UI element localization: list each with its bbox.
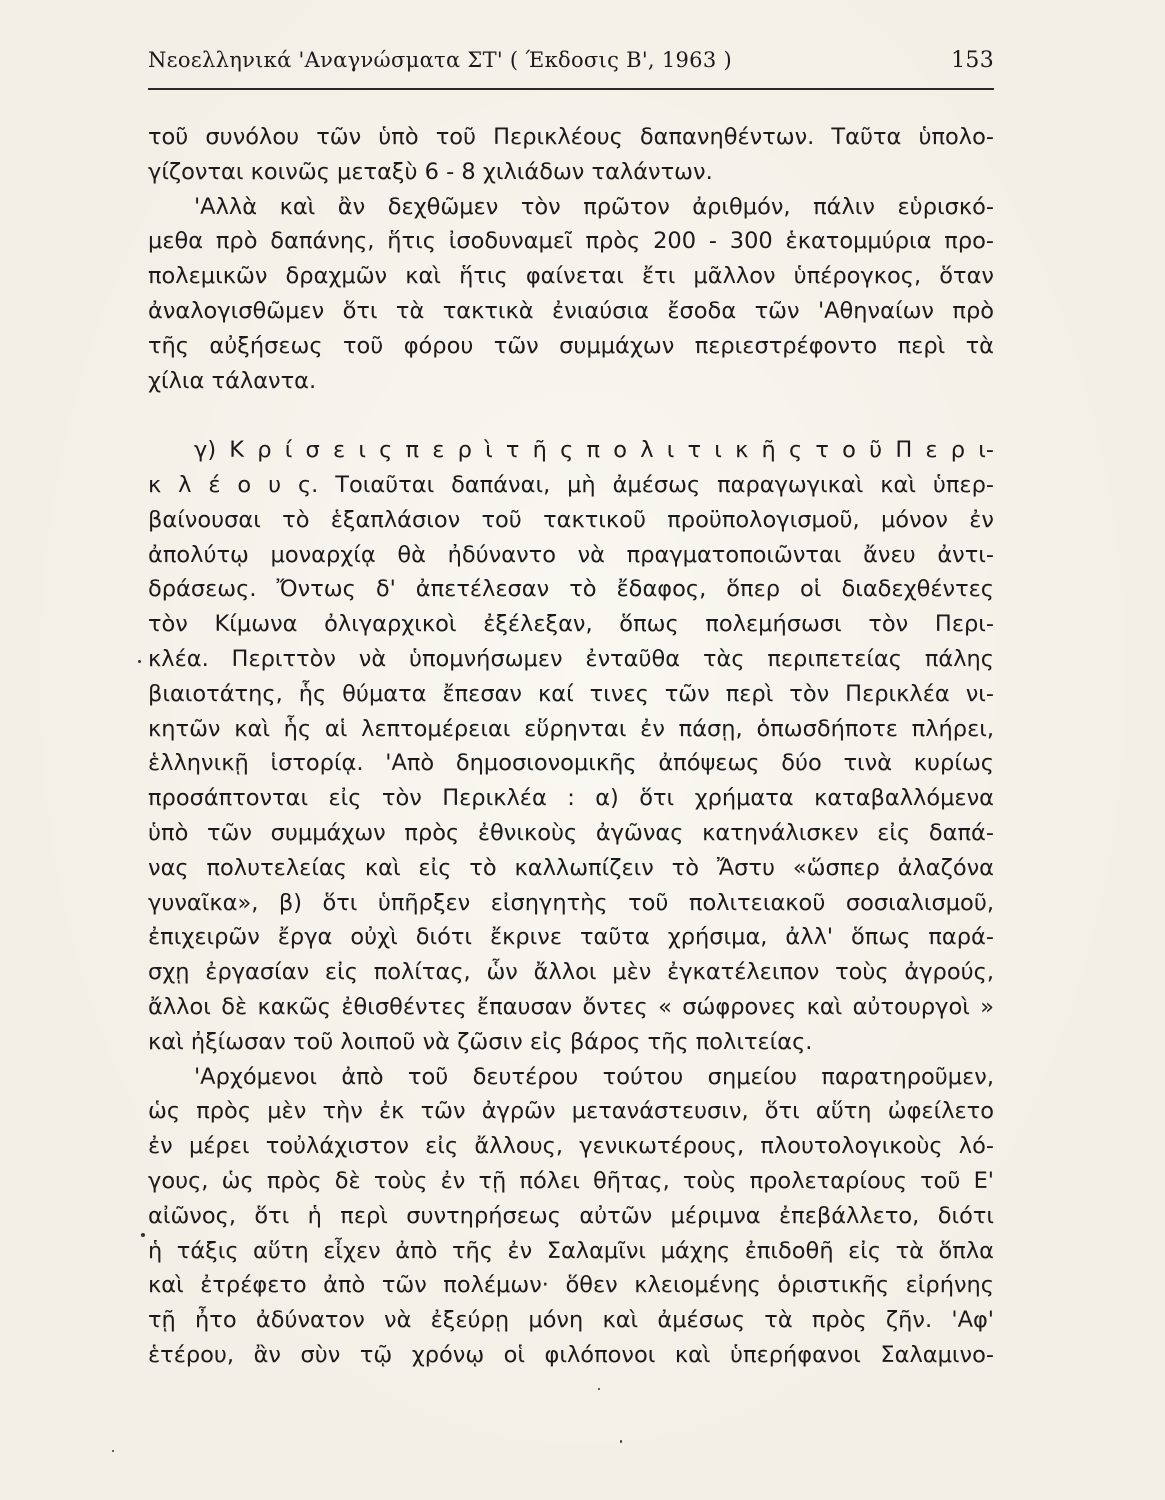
- text-line: 'Αρχόμενοι ἀπὸ τοῦ δευτέρου τούτου σημείου παρατηροῦμεν,: [194, 1063, 994, 1090]
- text-line: γίζονται κοινῶς μεταξὺ 6 - 8 χιλιάδων ταλάντων.: [148, 158, 713, 185]
- text-line: ἄλλοι δὲ κακῶς ἐθισθέντες ἔπαυσαν ὄντες « σώφρονες καὶ αὐτουργοὶ »: [148, 993, 994, 1020]
- text-line: γους, ὡς πρὸς δὲ τοὺς ἐν τῇ πόλει θῆτας, τοὺς προλεταρίους τοῦ Ε': [148, 1167, 994, 1194]
- text-line: ἑτέρου, ἂν σὺν τῷ χρόνῳ οἱ φιλόπονοι καὶ ὑπερήφανοι Σαλαμινο-: [148, 1341, 994, 1368]
- text-line: προσάπτονται εἰς τὸν Περικλέα : α) ὅτι χρήματα καταβαλλόμενα: [148, 785, 994, 812]
- text-line: κλέα. Περιττὸν νὰ ὑπομνήσωμεν ἐνταῦθα τὰς περιπετείας πάλης: [148, 645, 994, 672]
- text-line: κητῶν καὶ ἧς αἱ λεπτομέρειαι εὕρηνται ἐν πάσῃ, ὁπωσδήποτε πλήρει,: [148, 715, 994, 742]
- text-line: μεθα πρὸ δαπάνης, ἥτις ἰσοδυναμεῖ πρὸς 200 - 300 ἑκατομμύρια προ-: [148, 228, 994, 255]
- text-line: ἐπιχειρῶν ἔργα οὐχὶ διότι ἔκρινε ταῦτα χρήσιμα, ἀλλ' ὅπως παρά-: [148, 924, 994, 951]
- ink-speck: [112, 1450, 114, 1452]
- text-line: ἀναλογισθῶμεν ὅτι τὰ τακτικὰ ἐνιαύσια ἔσοδα τῶν 'Αθηναίων πρὸ: [148, 297, 994, 324]
- ink-speck: [138, 660, 141, 663]
- page-number: 153: [951, 48, 994, 73]
- text-line: ὡς πρὸς μὲν τὴν ἐκ τῶν ἀγρῶν μετανάστευσιν, ὅτι αὕτη ὠφείλετο: [148, 1098, 994, 1125]
- text-line: δράσεως. Ὄντως δ' ἀπετέλεσαν τὸ ἔδαφος, ὅπερ οἱ διαδεχθέντες: [148, 576, 994, 603]
- text-line: καὶ ἠξίωσαν τοῦ λοιποῦ νὰ ζῶσιν εἰς βάρος τῆς πολιτείας.: [148, 1028, 813, 1055]
- text-line: σχῃ ἐργασίαν εἰς πολίτας, ὧν ἄλλοι μὲν ἐγκατέλειπον τοὺς ἀγρούς,: [148, 959, 994, 986]
- text-line: ὑπὸ τῶν συμμάχων πρὸς ἐθνικοὺς ἀγῶνας κατηνάλισκεν εἰς δαπά-: [148, 819, 994, 846]
- text-line: νας πολυτελείας καὶ εἰς τὸ καλλωπίζειν τὸ Ἄστυ «ὥσπερ ἀλαζόνα: [148, 854, 994, 881]
- text-line: βιαιοτάτης, ἧς θύματα ἔπεσαν καί τινες τῶν περὶ τὸν Περικλέα νι-: [148, 680, 994, 707]
- text-line: 'Αλλὰ καὶ ἂν δεχθῶμεν τὸν πρῶτον ἀριθμόν, πάλιν εὑρισκό-: [194, 193, 994, 220]
- text-line: τοῦ συνόλου τῶν ὑπὸ τοῦ Περικλέους δαπανηθέντων. Ταῦτα ὑπολο-: [148, 124, 994, 150]
- text-line: καὶ ἐτρέφετο ἀπὸ τῶν πολέμων· ὅθεν κλειομένης ὁριστικῆς εἰρήνης: [148, 1272, 994, 1299]
- body-text: [148, 120, 994, 1373]
- text-line: κ λ έ ο υ ς. Τοιαῦται δαπάναι, μὴ ἀμέσως παραγωγικαὶ καὶ ὑπερ-: [148, 471, 994, 498]
- running-header: [148, 44, 994, 80]
- ink-speck: [141, 1233, 145, 1237]
- text-line: χίλια τάλαντα.: [148, 367, 317, 394]
- text-line: τὸν Κίμωνα ὀλιγαρχικοὶ ἐξέλεξαν, ὅπως πολεμήσωσι τὸν Περι-: [148, 611, 994, 638]
- text-line: βαίνουσαι τὸ ἑξαπλάσιον τοῦ τακτικοῦ προϋπολογισμοῦ, μόνον ἐν: [148, 506, 994, 533]
- text-line: πολεμικῶν δραχμῶν καὶ ἥτις φαίνεται ἔτι μᾶλλον ὑπέρογκος, ὅταν: [148, 263, 994, 290]
- text-line: τῆς αὐξήσεως τοῦ φόρου τῶν συμμάχων περιεστρέφοντο περὶ τὰ: [148, 332, 994, 359]
- section-heading-line: γ) Κ ρ ί σ ε ι ς π ε ρ ὶ τ ῆ ς π ο λ ι τ ι κ ῆ ς τ ο ῦ Π ε ρ ι-: [194, 437, 994, 464]
- running-header-title: Νεοελληνικά 'Αναγνώσματα ΣΤ' ( Έκδοσις Β', 1963 ): [148, 48, 732, 72]
- text-line: ἐν μέρει τοὐλάχιστον εἰς ἄλλους, γενικωτέρους, πλουτολογικοὺς λό-: [148, 1133, 994, 1160]
- text-line: αἰῶνος, ὅτι ἡ περὶ συντηρήσεως αὐτῶν μέριμνα ἐπεβάλλετο, διότι: [148, 1202, 994, 1229]
- text-line: ἡ τάξις αὕτη εἶχεν ἀπὸ τῆς ἐν Σαλαμῖνι μάχης ἐπιδοθῆ εἰς τὰ ὅπλα: [148, 1237, 994, 1264]
- ink-speck: [598, 1388, 600, 1390]
- text-line: ἀπολύτῳ μοναρχίᾳ θὰ ἠδύναντο νὰ πραγματοποιῶνται ἄνευ ἀντι-: [148, 541, 994, 568]
- header-rule: [148, 88, 994, 90]
- text-line: ἑλληνικῇ ἱστορίᾳ. 'Απὸ δημοσιονομικῆς ἀπόψεως δύο τινὰ κυρίως: [148, 750, 994, 777]
- paragraph-gap: [148, 398, 994, 433]
- text-line: γυναῖκα», β) ὅτι ὑπῆρξεν εἰσηγητὴς τοῦ πολιτειακοῦ σοσιαλισμοῦ,: [148, 889, 994, 916]
- ink-speck: [620, 1440, 622, 1443]
- text-line: τῇ ἦτο ἀδύνατον νὰ ἐξεύρῃ μόνη καὶ ἀμέσως τὰ πρὸς ζῆν. 'Αφ': [148, 1307, 994, 1334]
